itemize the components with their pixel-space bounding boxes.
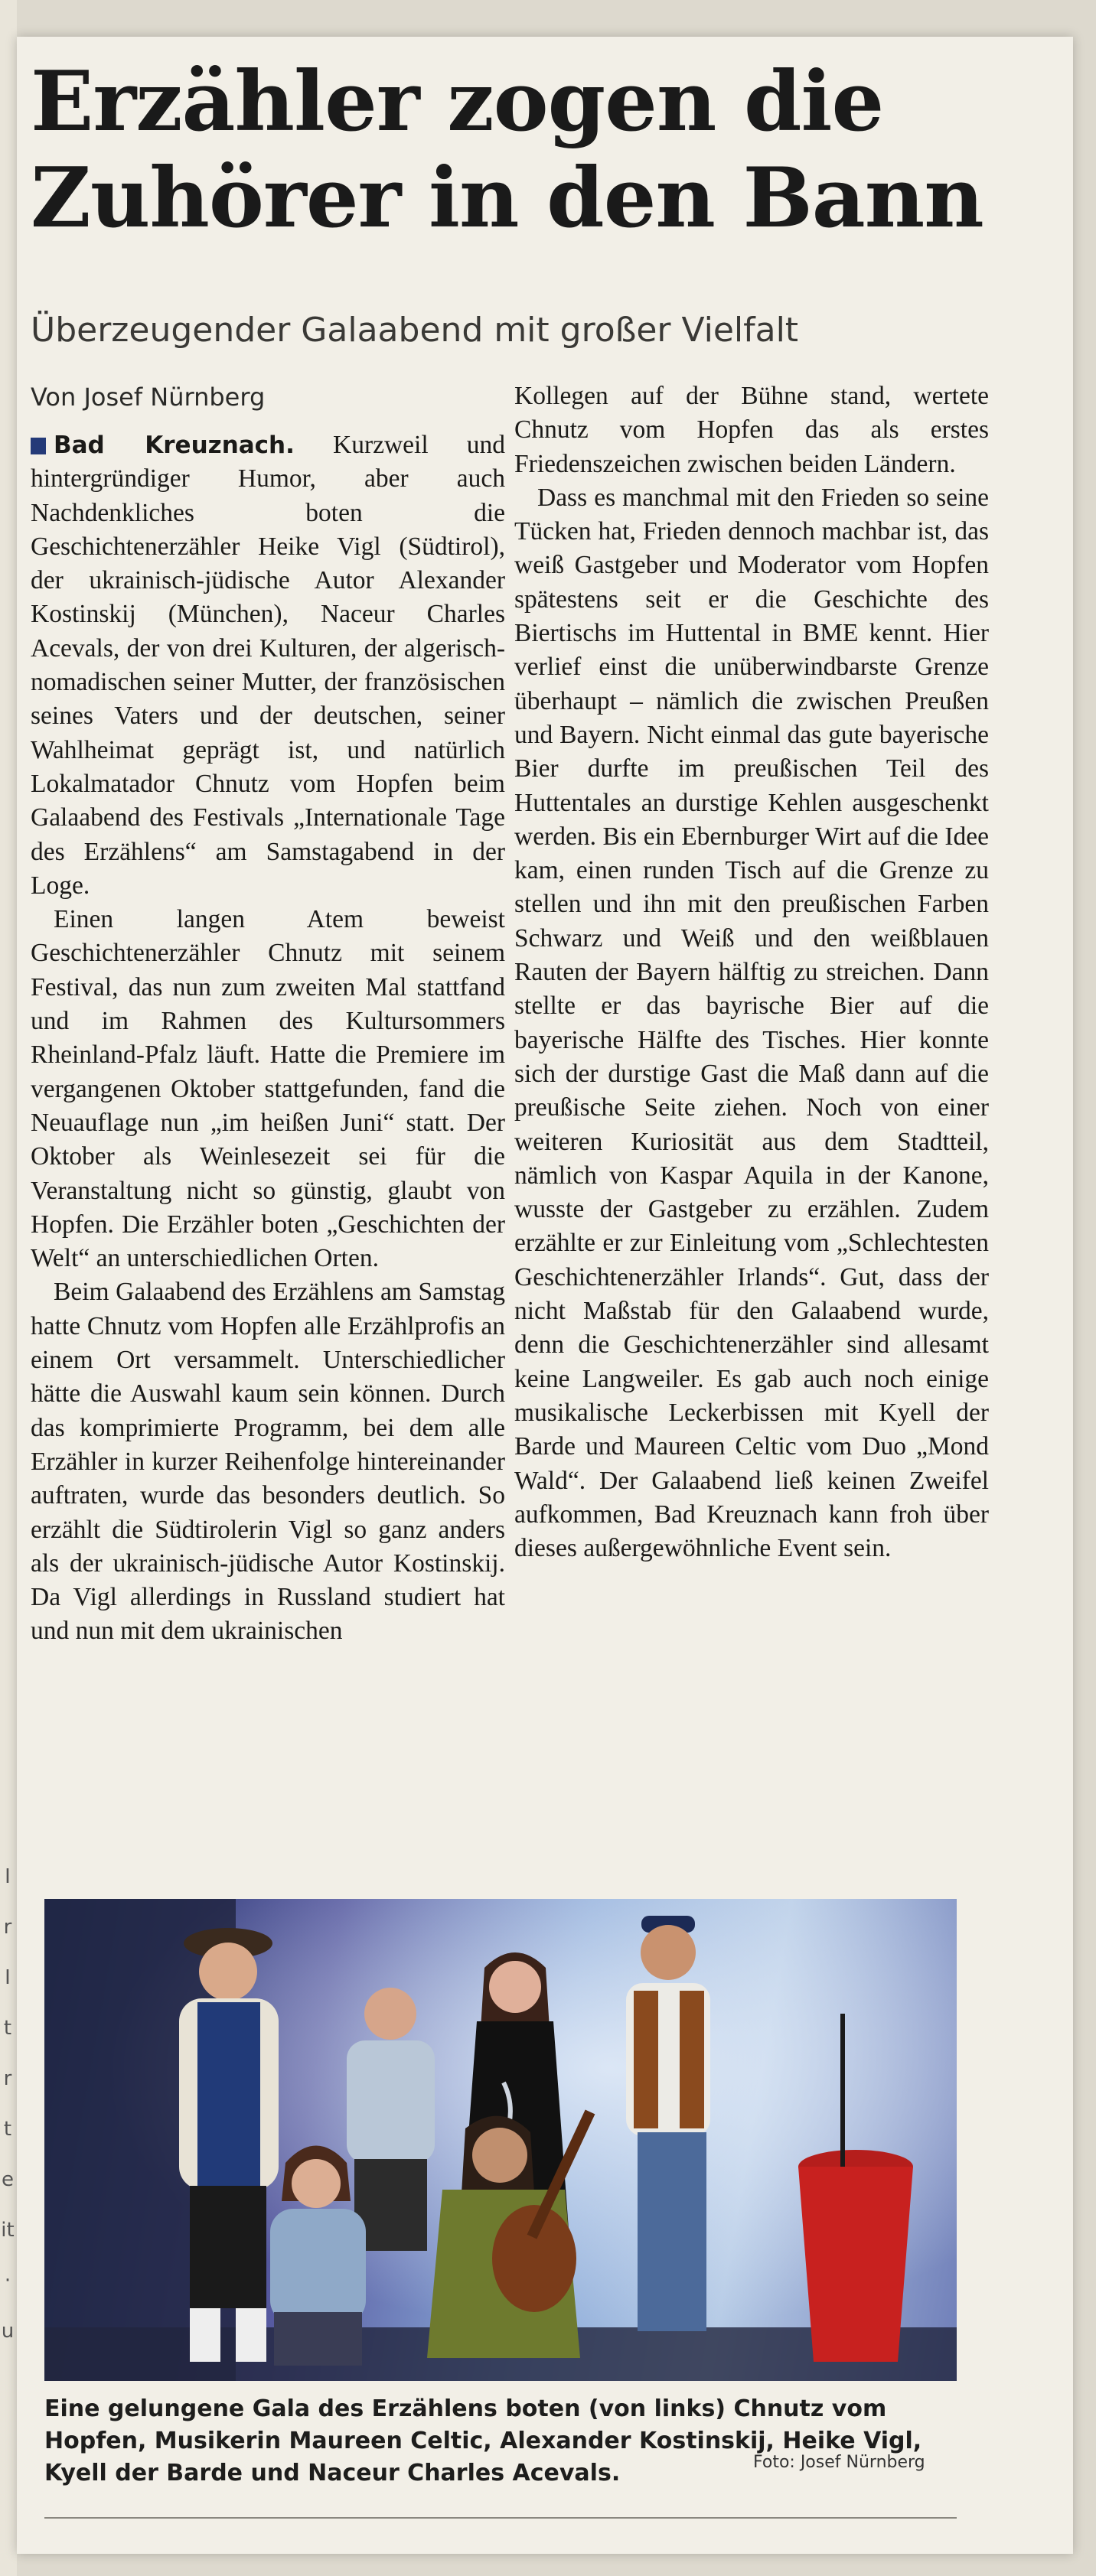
edge-fragment: e	[2, 2168, 14, 2191]
edge-fragment: r	[3, 1916, 12, 1939]
article-headline: Erzähler zogen die Zuhörer in den Bann	[31, 54, 983, 246]
article-photo	[44, 1899, 957, 2381]
edge-fragment: ·	[4, 2269, 11, 2292]
edge-fragment: t	[3, 2017, 12, 2040]
article-column-1	[31, 428, 505, 1649]
edge-fragment: I	[5, 1966, 11, 1989]
section-marker-icon	[31, 438, 46, 454]
photo-caption: Eine gelungene Gala des Erzählens boten (von links) Chnutz vom Hopfen, Musikerin Maureen Celtic, Alexander Kostinskij, Heike Vigl, Kyell der Barde und Naceur Charles Acevals.	[44, 2395, 922, 2486]
edge-fragment: I	[5, 1865, 11, 1888]
article-paragraph: Dass es manchmal mit den Frieden so seine Tücken hat, Frieden dennoch machbar ist, das weiß Gastgeber und Moderator vom Hopfen spätestens seit er die Geschichte des Biertischs im Huttental in BME kennt. Hier verlief einst die unüberwindbarste Grenze überhaupt – nämlich die zwischen Preußen und Bayern. Nicht einmal das gute bayerische Bier durfte im preußischen Teil des Huttentales an durstige Kehlen ausgeschenkt werden. Bis ein Ebernburger Wirt auf die Idee kam, einen runden Tisch auf die Grenze zu stellen und ihn mit den preußischen Farben Schwarz und Weiß und den weißblauen Rauten der Bayern hälftig zu streichen. Dann stellte er das bayrische Bier auf die bayerische Hälfte des Tisches. Hier konnte sich der durstige Gast die Maß dann auf die preußische Seite ziehen. Noch von einer weiteren Kuriosität aus dem Stadtteil, nämlich von Kaspar Aquila in der Kanone, wusste der Gastgeber zu erzählen. Zudem erzählte er zur Einleitung vom „Schlechtesten Geschichtenerzähler Irlands“. Gut, dass der nicht Maßstab für den Galaabend wurde, denn die Geschichtenerzähler sind allesamt keine Langweiler. Es gab auch noch einige musikalische Leckerbissen mit Kyell der Barde und Maureen Celtic vom Duo „Mond Wald“. Der Galaabend ließ keinen Zweifel aufkommen, Bad Kreuznach kann froh über dieses außergewöhnliche Event sein.	[514, 483, 989, 1563]
article-byline: Von Josef Nürnberg	[31, 383, 266, 412]
paragraph-text: Kurzweil und hintergründiger Humor, aber auch Nachdenkliches boten die Geschichtenerzähler Heike Vigl (Südtirol), der ukrainisch-jüdische Autor Alexander Kostinskij (München), Naceur Charles Acevals, der von drei Kulturen, der algerisch-nomadischen seiner Mutter, der französischen seines Vaters und der deutschen, seiner Wahlheimat geprägt ist, und natürlich Lokalmatador Chnutz vom Hopfen beim Galaabend des Festivals „Internationale Tage des Erzählens“ am Samstagabend in der Loge.	[31, 431, 505, 900]
article-subheadline: Überzeugender Galaabend mit großer Vielfalt	[31, 311, 799, 350]
edge-fragment: r	[3, 2067, 12, 2090]
edge-fragment: u	[1, 2320, 15, 2343]
article-column-2	[514, 379, 989, 1565]
article-dateline: Bad Kreuznach.	[54, 432, 295, 459]
stage-group-illustration	[44, 1899, 957, 2381]
article-paragraph: Kollegen auf der Bühne stand, wertete Chnutz vom Hopfen das als erstes Friedenszeichen zwischen beiden Ländern.	[514, 382, 989, 478]
neighbor-page-fragments	[0, 1851, 15, 2540]
bottom-rule	[44, 2517, 957, 2519]
photo-credit: Foto: Josef Nürnberg	[753, 2453, 925, 2472]
article-paragraph: Einen langen Atem beweist Geschichtenerzähler Chnutz mit seinem Festival, das nun zum zweiten Mal stattfand und im Rahmen des Kultursommers Rheinland-Pfalz läuft. Hatte die Premiere im vergangenen Oktober stattgefunden, fand die Neuauflage nun „im heißen Juni“ statt. Der Oktober als Weinlesezeit sei für die Veranstaltung nicht so günstig, glaubt von Hopfen. Die Erzähler boten „Geschichten der Welt“ an unterschiedlichen Orten.	[31, 905, 505, 1273]
edge-fragment: t	[3, 2118, 12, 2141]
article-paragraph: Beim Galaabend des Erzählens am Samstag hatte Chnutz vom Hopfen alle Erzählprofis an einem Ort versammelt. Unterschiedlicher hätte die Auswahl kaum sein können. Durch das komprimierte Programm, bei dem alle Erzähler in kurzer Reihenfolge hintereinander auftraten, wurde das besonders deutlich. So erzählt die Südtirolerin Vigl so ganz anders als der ukrainisch-jüdische Autor Kostinskij. Da Vigl allerdings in Russland studiert hat und nun mit dem ukrainischen	[31, 1278, 505, 1646]
edge-fragment: it	[1, 2219, 15, 2242]
article-paragraph	[31, 428, 505, 903]
